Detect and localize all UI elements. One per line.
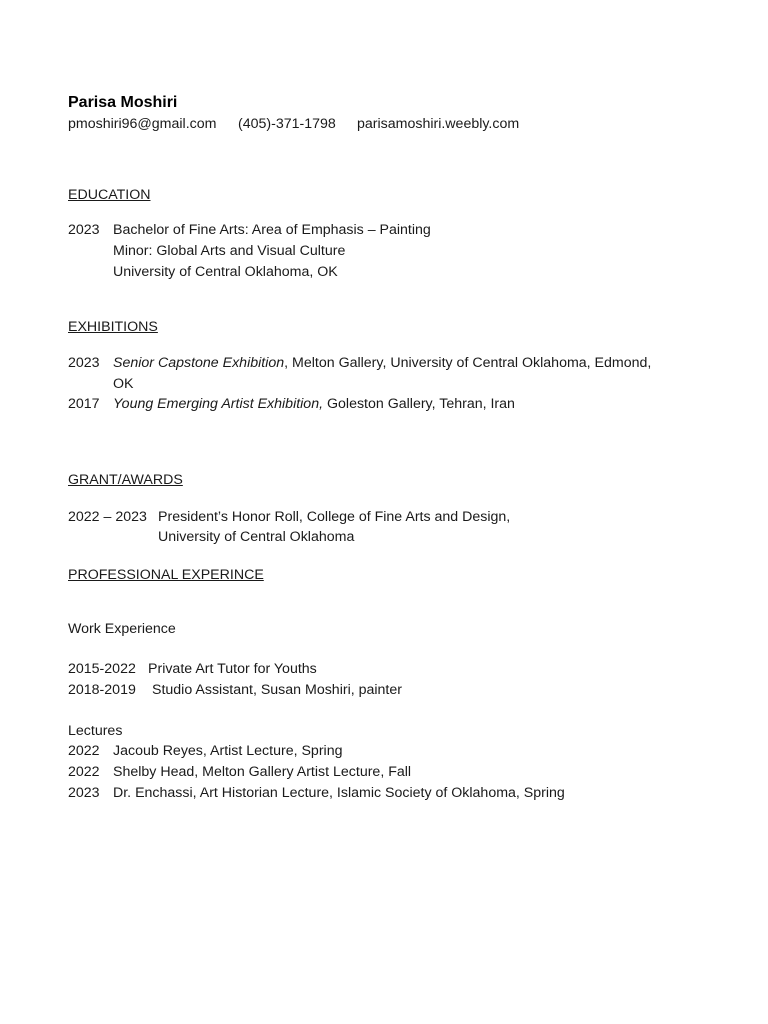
education-degree: Bachelor of Fine Arts: Area of Emphasis – Painting: [113, 222, 431, 238]
website: parisamoshiri.weebly.com: [357, 116, 520, 132]
person-name: Parisa Moshiri: [68, 94, 178, 111]
work-years: 2018-2019: [68, 682, 136, 698]
work-years: 2015-2022: [68, 661, 136, 677]
exhibitions-heading: EXHIBITIONS: [68, 319, 158, 335]
exhibition-year: 2017: [68, 396, 100, 412]
education-minor: Minor: Global Arts and Visual Culture: [113, 243, 346, 259]
award-years: 2022 – 2023: [68, 509, 147, 525]
exhibition-year: 2023: [68, 355, 100, 371]
exhibition-details: Goleston Gallery, Tehran, Iran: [323, 396, 515, 412]
exhibition-details-cont: OK: [113, 376, 134, 392]
phone: (405)-371-1798: [238, 116, 336, 132]
email: pmoshiri96@gmail.com: [68, 116, 217, 132]
lecture-desc: Shelby Head, Melton Gallery Artist Lecture, Fall: [113, 764, 412, 780]
lecture-desc: Dr. Enchassi, Art Historian Lecture, Islamic Society of Oklahoma, Spring: [113, 785, 565, 801]
education-heading: EDUCATION: [68, 187, 151, 203]
lecture-year: 2022: [68, 743, 100, 759]
lecture-year: 2023: [68, 785, 100, 801]
exhibition-entry: [113, 354, 651, 372]
work-experience-label: Work Experience: [68, 621, 176, 637]
award-line-1: President’s Honor Roll, College of Fine Arts and Design,: [158, 509, 511, 525]
education-year: 2023: [68, 222, 100, 238]
award-line-2: University of Central Oklahoma: [158, 529, 355, 545]
exhibition-entry: [113, 395, 515, 413]
work-desc: Studio Assistant, Susan Moshiri, painter: [152, 682, 402, 698]
work-desc: Private Art Tutor for Youths: [148, 661, 317, 677]
lectures-label: Lectures: [68, 723, 123, 739]
exhibition-title: Senior Capstone Exhibition: [113, 355, 285, 371]
education-school: University of Central Oklahoma, OK: [113, 264, 338, 280]
lecture-desc: Jacoub Reyes, Artist Lecture, Spring: [113, 743, 343, 759]
exhibition-details: , Melton Gallery, University of Central Oklahoma, Edmond,: [284, 355, 652, 371]
exhibition-title: Young Emerging Artist Exhibition,: [113, 396, 324, 412]
awards-heading: GRANT/AWARDS: [68, 472, 183, 488]
lecture-year: 2022: [68, 764, 100, 780]
professional-heading: PROFESSIONAL EXPERINCE: [68, 567, 264, 583]
